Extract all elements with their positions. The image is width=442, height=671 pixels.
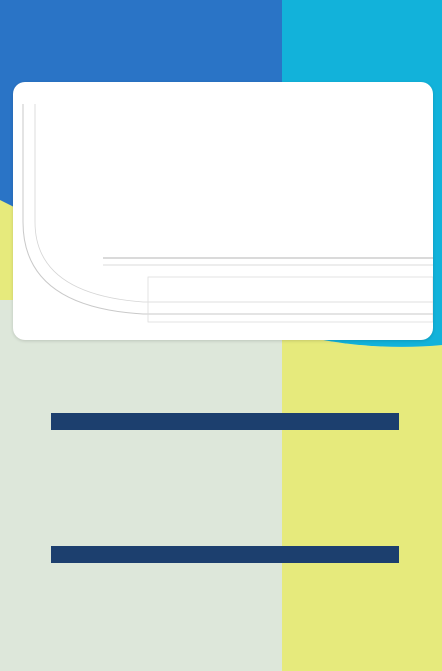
floor-plan-card — [13, 82, 433, 340]
corner-unit-title — [51, 413, 399, 430]
floor-plan-drawing — [13, 82, 433, 340]
middle-unit-title — [51, 546, 399, 563]
